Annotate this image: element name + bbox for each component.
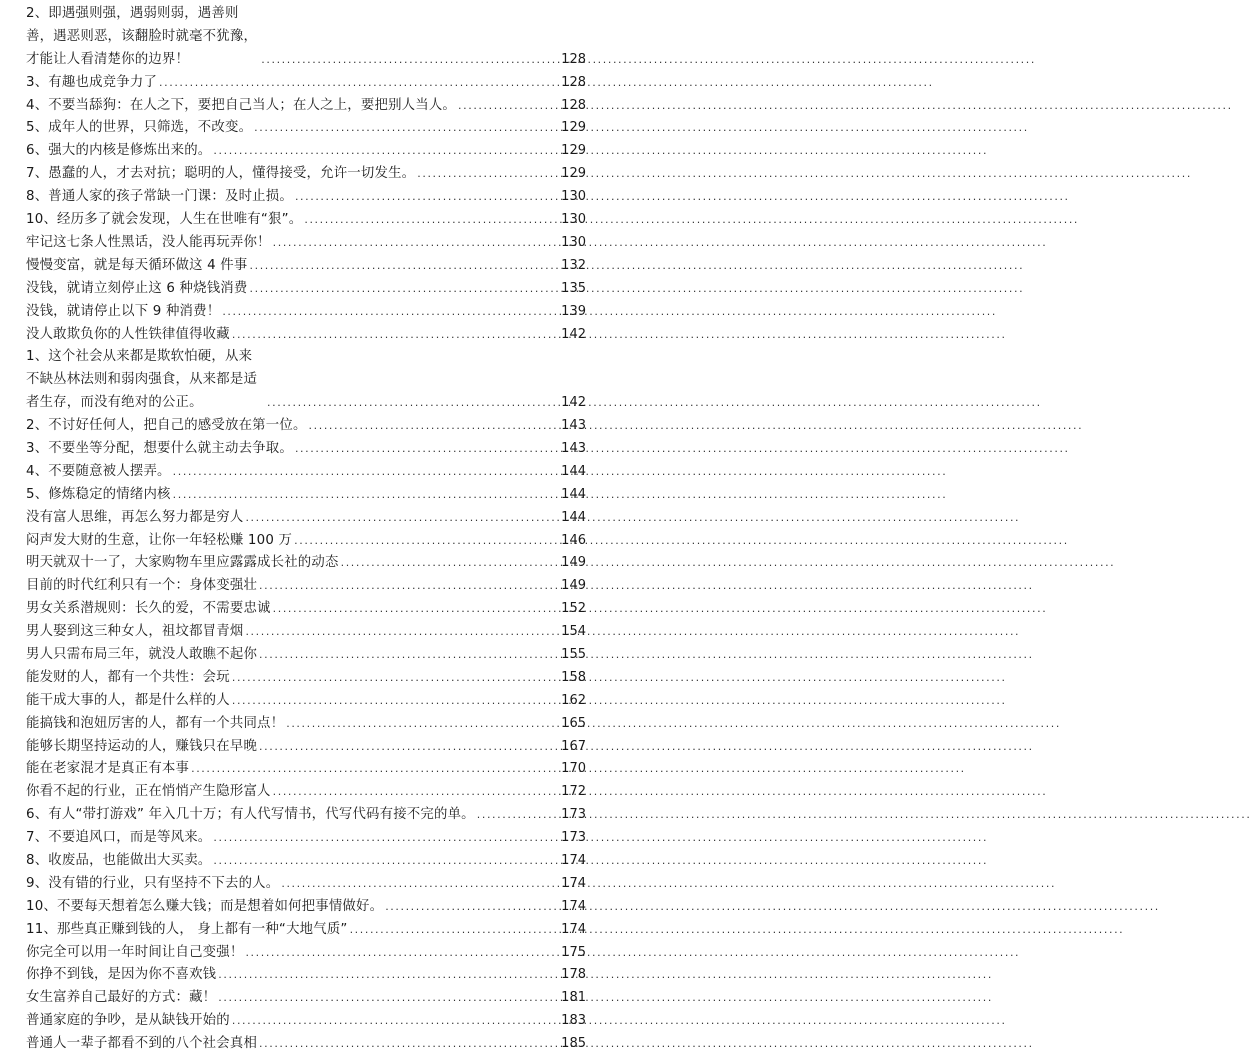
toc-entry[interactable]	[26, 667, 586, 690]
toc-dot-leader	[171, 484, 562, 507]
toc-dot-leader	[248, 278, 562, 301]
toc-entry[interactable]	[26, 438, 586, 461]
toc-entry-title: 5、修炼稳定的情绪内核	[26, 486, 171, 502]
toc-entry[interactable]	[26, 346, 586, 415]
toc-entry[interactable]	[26, 1010, 586, 1033]
toc-dot-leader	[252, 117, 561, 140]
toc-entry[interactable]	[26, 1033, 586, 1056]
toc-dot-leader	[475, 804, 561, 827]
toc-entry[interactable]	[26, 781, 586, 804]
toc-entry[interactable]	[26, 140, 586, 163]
toc-dot-leader	[216, 987, 561, 1010]
toc-entry[interactable]	[26, 690, 586, 713]
toc-entry-title: 8、普通人家的孩子常缺一门课：及时止损。	[26, 189, 293, 205]
toc-dot-leader	[456, 95, 561, 118]
toc-dot-leader	[415, 163, 561, 186]
toc-entry-title: 你完全可以用一年时间让自己变强！	[26, 944, 244, 960]
toc-page-number: 152	[561, 601, 586, 617]
toc-entry-title: 能够长期坚持运动的人，赚钱只在早晚	[26, 738, 258, 754]
toc-page-number: 185	[561, 1036, 586, 1052]
toc-dot-leader	[293, 438, 561, 461]
toc-page-number: 174	[561, 875, 586, 891]
toc-dot-leader	[292, 530, 561, 553]
toc-entry[interactable]	[26, 827, 586, 850]
toc-dot-leader	[259, 49, 561, 72]
toc-dot-leader	[171, 461, 562, 484]
toc-entry-title: 能在老家混才是真正有本事	[26, 761, 190, 777]
toc-entry[interactable]	[26, 507, 586, 530]
toc-entry-title: 女生富养自己最好的方式：藏！	[26, 990, 217, 1006]
toc-entry-title: 男人娶到这三种女人，祖坟都冒青烟	[26, 624, 244, 640]
toc-dot-leader	[216, 964, 561, 987]
toc-page-number: 154	[561, 624, 586, 640]
toc-dot-leader	[383, 896, 561, 919]
toc-dot-leader	[348, 919, 562, 942]
toc-entry-title: 7、不要追风口，而是等风来。	[26, 830, 212, 846]
toc-entry-title: 11、那些真正赚到钱的人， 身上都有一种“大地气质”	[26, 921, 348, 937]
toc-page-number: 135	[561, 280, 586, 296]
toc-page-number: 128	[561, 97, 586, 113]
toc-entry[interactable]	[26, 804, 586, 827]
toc-entry-title: 能干成大事的人，都是什么样的人	[26, 692, 230, 708]
toc-page-number: 130	[561, 212, 586, 228]
toc-entry[interactable]	[26, 255, 586, 278]
toc-page-number: 144	[561, 486, 586, 502]
toc-dot-leader	[279, 873, 561, 896]
toc-page-number: 158	[561, 669, 586, 685]
toc-entry-title: 7、愚蠢的人，才去对抗；聪明的人，懂得接受，允许一切发生。	[26, 166, 416, 182]
toc-entry-title: 10、经历多了就会发现，人生在世唯有“狠”。	[26, 212, 303, 228]
toc-entry-title: 6、有人“带打游戏” 年入几十万；有人代写情书，代写代码有接不完的单。	[26, 807, 475, 823]
toc-entry[interactable]	[26, 186, 586, 209]
toc-entry-title: 2、即遇强则强，遇弱则弱，遇善则善，遇恶则恶，该翻脸时就毫不犹豫，才能让人看清楚你的边界！	[26, 6, 258, 67]
toc-entry[interactable]	[26, 484, 586, 507]
toc-entry[interactable]	[26, 3, 586, 72]
toc-entry[interactable]	[26, 896, 586, 919]
toc-page-number: 142	[561, 326, 586, 342]
toc-dot-leader	[271, 598, 562, 621]
toc-entry-title: 5、成年人的世界，只筛选，不改变。	[26, 120, 253, 136]
toc-page-number: 146	[561, 532, 586, 548]
toc-entry-title: 2、不讨好任何人，把自己的感受放在第一位。	[26, 418, 307, 434]
toc-entry[interactable]	[26, 598, 586, 621]
toc-page-number: 149	[561, 578, 586, 594]
toc-dot-leader	[257, 644, 561, 667]
toc-page-number: 181	[561, 990, 586, 1006]
toc-page-number: 174	[561, 898, 586, 914]
toc-dot-leader	[230, 690, 561, 713]
toc-entry[interactable]	[26, 301, 586, 324]
toc-entry-title: 没钱，就请停止以下 9 种消费！	[26, 303, 221, 319]
toc-page-number: 144	[561, 463, 586, 479]
toc-dot-leader	[243, 621, 561, 644]
toc-dot-leader	[248, 255, 562, 278]
toc-entry-title: 慢慢变富，就是每天循环做这 4 件事	[26, 257, 248, 273]
toc-entry-title: 4、不要随意被人摆弄。	[26, 463, 171, 479]
toc-entry[interactable]	[26, 575, 586, 598]
toc-entry[interactable]	[26, 324, 586, 347]
toc-dot-leader	[257, 736, 561, 759]
toc-dot-leader	[257, 575, 561, 598]
toc-entry[interactable]	[26, 163, 586, 186]
toc-entry[interactable]	[26, 552, 586, 575]
toc-page-number: 173	[561, 830, 586, 846]
toc-page-number: 132	[561, 257, 586, 273]
toc-entry[interactable]	[26, 919, 586, 942]
toc-entry-title: 10、不要每天想着怎么赚大钱；而是想着如何把事情做好。	[26, 898, 384, 914]
toc-dot-leader	[243, 507, 561, 530]
toc-dot-leader	[284, 713, 561, 736]
toc-entry-title: 普通家庭的争吵，是从缺钱开始的	[26, 1013, 230, 1029]
toc-entry[interactable]	[26, 873, 586, 896]
toc-page-number: 162	[561, 692, 586, 708]
toc-dot-leader	[271, 232, 562, 255]
toc-entry-title: 没人敢欺负你的人性铁律值得收藏	[26, 326, 230, 342]
toc-entry-title: 没有富人思维，再怎么努力都是穷人	[26, 509, 244, 525]
toc-page-number: 170	[561, 761, 586, 777]
toc-page-number: 128	[561, 51, 586, 67]
toc-page-number: 129	[561, 120, 586, 136]
toc-page-number: 143	[561, 441, 586, 456]
toc-entry-title: 你看不起的行业，正在悄悄产生隐形富人	[26, 784, 271, 800]
toc-entry[interactable]	[26, 987, 586, 1010]
toc-entry[interactable]	[26, 644, 586, 667]
toc-entry-title: 1、这个社会从来都是欺软怕硬，从来不缺丛林法则和弱肉强食，从来都是适者生存，而没有绝对的公正。	[26, 349, 258, 411]
toc-entry-title: 能搞钱和泡妞厉害的人，都有一个共同点！	[26, 715, 285, 731]
toc-dot-leader	[230, 1010, 561, 1033]
toc-dot-leader	[189, 758, 561, 781]
toc-entry[interactable]	[26, 232, 586, 255]
toc-dot-leader	[220, 301, 561, 324]
toc-entry-title: 6、强大的内核是修炼出来的。	[26, 143, 212, 159]
toc-entry[interactable]	[26, 278, 586, 301]
toc-entry-title: 4、不要当舔狗：在人之下，要把自己当人；在人之上，要把别人当人。	[26, 97, 457, 113]
toc-dot-leader	[243, 942, 561, 965]
toc-entry[interactable]	[26, 942, 586, 965]
toc-entry-title: 没钱，就请立刻停止这 6 种烧钱消费	[26, 280, 248, 296]
toc-entry-title: 8、收废品，也能做出大买卖。	[26, 853, 212, 869]
toc-page-number: 143	[561, 418, 586, 434]
toc-entry-title: 能发财的人，都有一个共性：会玩	[26, 669, 230, 685]
toc-page-number: 128	[561, 74, 586, 90]
toc-entry[interactable]	[26, 530, 586, 553]
toc-entry-title: 男女关系潜规则：长久的爱，不需要忠诚	[26, 601, 271, 617]
toc-page-number: 144	[561, 509, 586, 525]
toc-entry[interactable]	[26, 965, 586, 988]
toc-dot-leader	[211, 140, 561, 163]
toc-entry-title: 牢记这七条人性黑话，没人能再玩弄你！	[26, 234, 271, 250]
toc-entry-title: 闷声发大财的生意，让你一年轻松赚 100 万	[26, 532, 293, 548]
toc-entry-title: 你挣不到钱，是因为你不喜欢钱	[26, 967, 217, 983]
toc-dot-leader	[307, 415, 562, 438]
toc-entry-title: 9、没有错的行业，只有坚持不下去的人。	[26, 875, 280, 891]
toc-page-number: 129	[561, 166, 586, 182]
toc-entry[interactable]	[26, 95, 586, 118]
toc-page-number: 174	[561, 853, 586, 869]
toc-entry-title: 男人只需布局三年，就没人敢瞧不起你	[26, 647, 258, 663]
toc-dot-leader	[211, 827, 561, 850]
table-of-contents	[0, 0, 610, 1052]
toc-dot-leader	[230, 667, 561, 690]
toc-page-number: 173	[561, 807, 586, 823]
toc-entry[interactable]	[26, 461, 586, 484]
toc-page-number: 172	[561, 784, 586, 800]
toc-dot-leader	[211, 850, 561, 873]
toc-dot-leader	[257, 1033, 561, 1056]
toc-entry[interactable]	[26, 758, 586, 781]
toc-page-number: 149	[561, 555, 586, 571]
toc-entry-title: 普通人一辈子都看不到的八个社会真相	[26, 1036, 258, 1052]
toc-page-number: 178	[561, 967, 586, 983]
toc-page-number: 183	[561, 1013, 586, 1029]
toc-dot-leader	[265, 392, 561, 415]
toc-entry-title: 明天就双十一了，大家购物车里应露露成长社的动态	[26, 555, 339, 571]
toc-entry[interactable]	[26, 713, 586, 736]
toc-entry-title: 目前的时代红利只有一个：身体变强壮	[26, 578, 258, 594]
toc-entry[interactable]	[26, 72, 586, 95]
toc-page-number: 129	[561, 143, 586, 159]
toc-page-number: 130	[561, 189, 586, 205]
toc-entry[interactable]	[26, 209, 586, 232]
toc-page-number: 175	[561, 944, 586, 960]
toc-dot-leader	[339, 552, 562, 575]
toc-entry[interactable]	[26, 621, 586, 644]
toc-page-number: 165	[561, 715, 586, 731]
toc-entry[interactable]	[26, 736, 586, 759]
toc-page-number: 167	[561, 738, 586, 754]
toc-entry[interactable]	[26, 850, 586, 873]
toc-dot-leader	[230, 324, 561, 347]
toc-page-number: 142	[561, 395, 586, 411]
toc-page-number: 174	[561, 921, 586, 937]
toc-page-number: 139	[561, 303, 586, 319]
toc-entry[interactable]	[26, 415, 586, 438]
toc-entry-title: 3、有趣也成竞争力了	[26, 74, 158, 90]
toc-entry-title: 3、不要坐等分配，想要什么就主动去争取。	[26, 441, 293, 456]
toc-dot-leader	[293, 186, 561, 209]
toc-entry[interactable]	[26, 118, 586, 141]
toc-page-number: 155	[561, 647, 586, 663]
toc-dot-leader	[302, 209, 561, 232]
toc-dot-leader	[157, 72, 561, 95]
toc-page-number: 130	[561, 234, 586, 250]
toc-dot-leader	[271, 781, 562, 804]
